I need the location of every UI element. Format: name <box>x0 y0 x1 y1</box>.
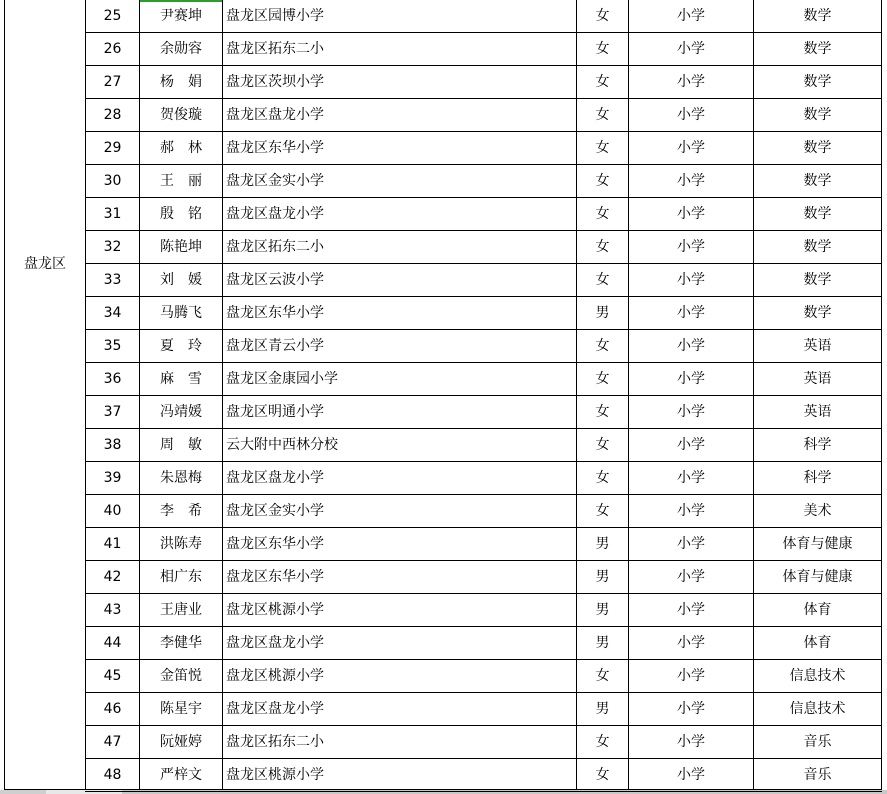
cell-subject[interactable]: 数学 <box>803 74 832 90</box>
cell-gender[interactable]: 女 <box>595 206 610 222</box>
cell-level[interactable]: 小学 <box>677 338 705 354</box>
cell-number[interactable]: 45 <box>103 668 122 684</box>
grid-line-horizontal <box>85 593 882 594</box>
cell-level[interactable]: 小学 <box>677 404 705 420</box>
grid-line-horizontal <box>85 98 882 99</box>
grid-line-horizontal <box>85 791 882 792</box>
cell-level[interactable]: 小学 <box>677 74 705 90</box>
cell-gender[interactable]: 男 <box>595 635 610 651</box>
cell-number[interactable]: 39 <box>103 470 122 486</box>
cell-number[interactable]: 44 <box>103 635 122 651</box>
cell-gender[interactable]: 女 <box>595 668 610 684</box>
cell-level[interactable]: 小学 <box>677 668 705 684</box>
cell-school[interactable]: 盘龙区云波小学 <box>226 272 324 288</box>
cell-school[interactable]: 盘龙区东华小学 <box>226 305 324 321</box>
cell-number[interactable]: 26 <box>103 41 122 57</box>
grid-line-horizontal <box>85 461 882 462</box>
grid-line-vertical <box>4 0 5 790</box>
cell-number[interactable]: 34 <box>103 305 122 321</box>
cell-school[interactable]: 盘龙区拓东二小 <box>226 239 324 255</box>
cell-number[interactable]: 42 <box>103 569 122 585</box>
cell-gender[interactable]: 女 <box>595 173 610 189</box>
cell-school[interactable]: 盘龙区园博小学 <box>226 8 324 24</box>
cell-teacher-name[interactable]: 李健华 <box>160 635 202 651</box>
cell-teacher-name[interactable]: 马腾飞 <box>160 305 202 321</box>
cell-gender[interactable]: 女 <box>595 437 610 453</box>
cell-teacher-name[interactable]: 刘 媛 <box>160 272 202 288</box>
cell-gender[interactable]: 女 <box>595 8 610 24</box>
cell-teacher-name[interactable]: 陈星宇 <box>160 701 202 717</box>
cell-subject[interactable]: 数学 <box>803 41 832 57</box>
cell-subject[interactable]: 数学 <box>803 107 832 123</box>
cell-subject[interactable]: 信息技术 <box>789 701 846 717</box>
cell-subject[interactable]: 体育 <box>803 635 832 651</box>
cell-gender[interactable]: 女 <box>595 734 610 750</box>
cell-teacher-name[interactable]: 郝 林 <box>160 140 202 156</box>
cell-gender[interactable]: 女 <box>595 41 610 57</box>
cell-number[interactable]: 33 <box>103 272 122 288</box>
cell-teacher-name[interactable]: 阮娅婷 <box>160 734 202 750</box>
cell-number[interactable]: 37 <box>103 404 122 420</box>
cell-teacher-name[interactable]: 殷 铭 <box>160 206 202 222</box>
cell-level[interactable]: 小学 <box>677 173 705 189</box>
cell-school[interactable]: 盘龙区金实小学 <box>226 173 324 189</box>
cell-gender[interactable]: 女 <box>595 140 610 156</box>
cell-level[interactable]: 小学 <box>677 536 705 552</box>
cell-teacher-name[interactable]: 冯靖媛 <box>160 404 202 420</box>
cell-gender[interactable]: 男 <box>595 569 610 585</box>
cell-level[interactable]: 小学 <box>677 701 705 717</box>
cell-teacher-name[interactable]: 杨 娟 <box>160 74 202 90</box>
cell-teacher-name[interactable]: 严梓文 <box>160 767 202 783</box>
grid-line-horizontal <box>85 659 882 660</box>
grid-line-horizontal <box>85 131 882 132</box>
cell-level[interactable]: 小学 <box>677 140 705 156</box>
cell-teacher-name[interactable]: 陈艳坤 <box>160 239 202 255</box>
cell-level[interactable]: 小学 <box>677 239 705 255</box>
cell-number[interactable]: 46 <box>103 701 122 717</box>
cell-level[interactable]: 小学 <box>677 635 705 651</box>
cell-subject[interactable]: 数学 <box>803 140 832 156</box>
cell-level[interactable]: 小学 <box>677 371 705 387</box>
cell-level[interactable]: 小学 <box>677 305 705 321</box>
cell-number[interactable]: 32 <box>103 239 122 255</box>
cell-school[interactable]: 盘龙区东华小学 <box>226 569 324 585</box>
cell-school[interactable]: 盘龙区金康园小学 <box>226 371 338 387</box>
cell-level[interactable]: 小学 <box>677 107 705 123</box>
cell-school[interactable]: 盘龙区盘龙小学 <box>226 701 324 717</box>
cell-number[interactable]: 41 <box>103 536 122 552</box>
cell-teacher-name[interactable]: 李 希 <box>160 503 202 519</box>
cell-subject[interactable]: 数学 <box>803 173 832 189</box>
cell-subject[interactable]: 音乐 <box>803 767 832 783</box>
cell-level[interactable]: 小学 <box>677 41 705 57</box>
grid-line-horizontal <box>85 164 882 165</box>
cell-school[interactable]: 盘龙区桃源小学 <box>226 767 324 783</box>
cell-subject[interactable]: 体育与健康 <box>782 536 853 552</box>
cell-subject[interactable]: 英语 <box>803 371 832 387</box>
cell-gender[interactable]: 男 <box>595 602 610 618</box>
cell-teacher-name[interactable]: 尹赛坤 <box>160 8 202 24</box>
cell-subject[interactable]: 体育 <box>803 602 832 618</box>
cell-school[interactable]: 盘龙区盘龙小学 <box>226 206 324 222</box>
cell-level[interactable]: 小学 <box>677 437 705 453</box>
cell-number[interactable]: 36 <box>103 371 122 387</box>
cell-school[interactable]: 盘龙区明通小学 <box>226 404 324 420</box>
grid-line-horizontal <box>85 197 882 198</box>
grid-line-horizontal <box>4 789 882 790</box>
cell-number[interactable]: 30 <box>103 173 122 189</box>
cell-teacher-name[interactable]: 朱恩梅 <box>160 470 202 486</box>
cell-subject[interactable]: 体育与健康 <box>782 569 853 585</box>
cell-number[interactable]: 43 <box>103 602 122 618</box>
cell-subject[interactable]: 音乐 <box>803 734 832 750</box>
cell-number[interactable]: 38 <box>103 437 122 453</box>
grid-line-horizontal <box>85 626 882 627</box>
cell-number[interactable]: 35 <box>103 338 122 354</box>
cell-subject[interactable]: 数学 <box>803 8 832 24</box>
cell-subject[interactable]: 数学 <box>803 272 832 288</box>
cell-school[interactable]: 盘龙区青云小学 <box>226 338 324 354</box>
cell-subject[interactable]: 数学 <box>803 239 832 255</box>
cell-gender[interactable]: 男 <box>595 305 610 321</box>
cell-teacher-name[interactable]: 麻 雪 <box>160 371 202 387</box>
cell-school[interactable]: 盘龙区拓东二小 <box>226 41 324 57</box>
cell-gender[interactable]: 女 <box>595 272 610 288</box>
grid-line-horizontal <box>85 32 882 33</box>
cell-subject[interactable]: 数学 <box>803 305 832 321</box>
scrollbar-left-segment[interactable] <box>0 790 46 794</box>
cell-level[interactable]: 小学 <box>677 8 705 24</box>
cell-school[interactable]: 盘龙区金实小学 <box>226 503 324 519</box>
grid-line-horizontal <box>85 230 882 231</box>
grid-line-horizontal <box>85 428 882 429</box>
cell-number[interactable]: 25 <box>103 8 122 24</box>
grid-line-horizontal <box>85 263 882 264</box>
cell-teacher-name[interactable]: 余勋容 <box>160 41 202 57</box>
cell-gender[interactable]: 女 <box>595 767 610 783</box>
cell-teacher-name[interactable]: 王 丽 <box>160 173 202 189</box>
cell-gender[interactable]: 女 <box>595 239 610 255</box>
cell-number[interactable]: 40 <box>103 503 122 519</box>
cell-school[interactable]: 盘龙区盘龙小学 <box>226 107 324 123</box>
cell-number[interactable]: 28 <box>103 107 122 123</box>
cell-subject[interactable]: 英语 <box>803 404 832 420</box>
cell-subject[interactable]: 数学 <box>803 206 832 222</box>
cell-level[interactable]: 小学 <box>677 272 705 288</box>
cell-teacher-name[interactable]: 周 敏 <box>160 437 202 453</box>
grid-line-horizontal <box>85 65 882 66</box>
cell-number[interactable]: 47 <box>103 734 122 750</box>
cell-gender[interactable]: 女 <box>595 371 610 387</box>
cell-teacher-name[interactable]: 金笛悦 <box>160 668 202 684</box>
cell-school[interactable]: 盘龙区茨坝小学 <box>226 74 324 90</box>
cell-number[interactable]: 27 <box>103 74 122 90</box>
cell-level[interactable]: 小学 <box>677 206 705 222</box>
cell-school[interactable]: 盘龙区桃源小学 <box>226 668 324 684</box>
cell-gender[interactable]: 女 <box>595 404 610 420</box>
cell-subject[interactable]: 科学 <box>803 470 832 486</box>
grid-line-horizontal <box>85 758 882 759</box>
grid-line-horizontal <box>85 395 882 396</box>
grid-line-horizontal <box>85 329 882 330</box>
cell-level[interactable]: 小学 <box>677 734 705 750</box>
cell-subject[interactable]: 美术 <box>803 503 832 519</box>
cell-number[interactable]: 48 <box>103 767 122 783</box>
cell-gender[interactable]: 女 <box>595 107 610 123</box>
cell-gender[interactable]: 男 <box>595 701 610 717</box>
cell-subject[interactable]: 科学 <box>803 437 832 453</box>
cell-level[interactable]: 小学 <box>677 767 705 783</box>
cell-teacher-name[interactable]: 夏 玲 <box>160 338 202 354</box>
grid-line-horizontal <box>85 494 882 495</box>
cell-school[interactable]: 盘龙区桃源小学 <box>226 602 324 618</box>
cell-number[interactable]: 31 <box>103 206 122 222</box>
cell-gender[interactable]: 女 <box>595 503 610 519</box>
cell-school[interactable]: 云大附中西林分校 <box>226 437 338 453</box>
cell-school[interactable]: 盘龙区拓东二小 <box>226 734 324 750</box>
cell-number[interactable]: 29 <box>103 140 122 156</box>
cell-school[interactable]: 盘龙区盘龙小学 <box>226 470 324 486</box>
cell-gender[interactable]: 女 <box>595 338 610 354</box>
cell-gender[interactable]: 男 <box>595 536 610 552</box>
cell-gender[interactable]: 女 <box>595 74 610 90</box>
cell-school[interactable]: 盘龙区盘龙小学 <box>226 635 324 651</box>
cell-teacher-name[interactable]: 相广东 <box>160 569 202 585</box>
grid-line-horizontal <box>85 560 882 561</box>
cell-level[interactable]: 小学 <box>677 470 705 486</box>
cell-gender[interactable]: 女 <box>595 470 610 486</box>
cell-school[interactable]: 盘龙区东华小学 <box>226 140 324 156</box>
cell-level[interactable]: 小学 <box>677 602 705 618</box>
grid-line-horizontal <box>85 362 882 363</box>
grid-line-horizontal <box>85 296 882 297</box>
cell-teacher-name[interactable]: 王唐业 <box>160 602 202 618</box>
grid-line-horizontal <box>85 692 882 693</box>
grid-line-horizontal <box>85 527 882 528</box>
cell-subject[interactable]: 信息技术 <box>789 668 846 684</box>
cell-level[interactable]: 小学 <box>677 503 705 519</box>
cell-level[interactable]: 小学 <box>677 569 705 585</box>
cell-teacher-name[interactable]: 洪陈寿 <box>160 536 202 552</box>
cell-school[interactable]: 盘龙区东华小学 <box>226 536 324 552</box>
grid-line-horizontal <box>85 725 882 726</box>
cell-subject[interactable]: 英语 <box>803 338 832 354</box>
district-merged-cell[interactable]: 盘龙区 <box>24 256 66 272</box>
cell-teacher-name[interactable]: 贺俊璇 <box>160 107 202 123</box>
